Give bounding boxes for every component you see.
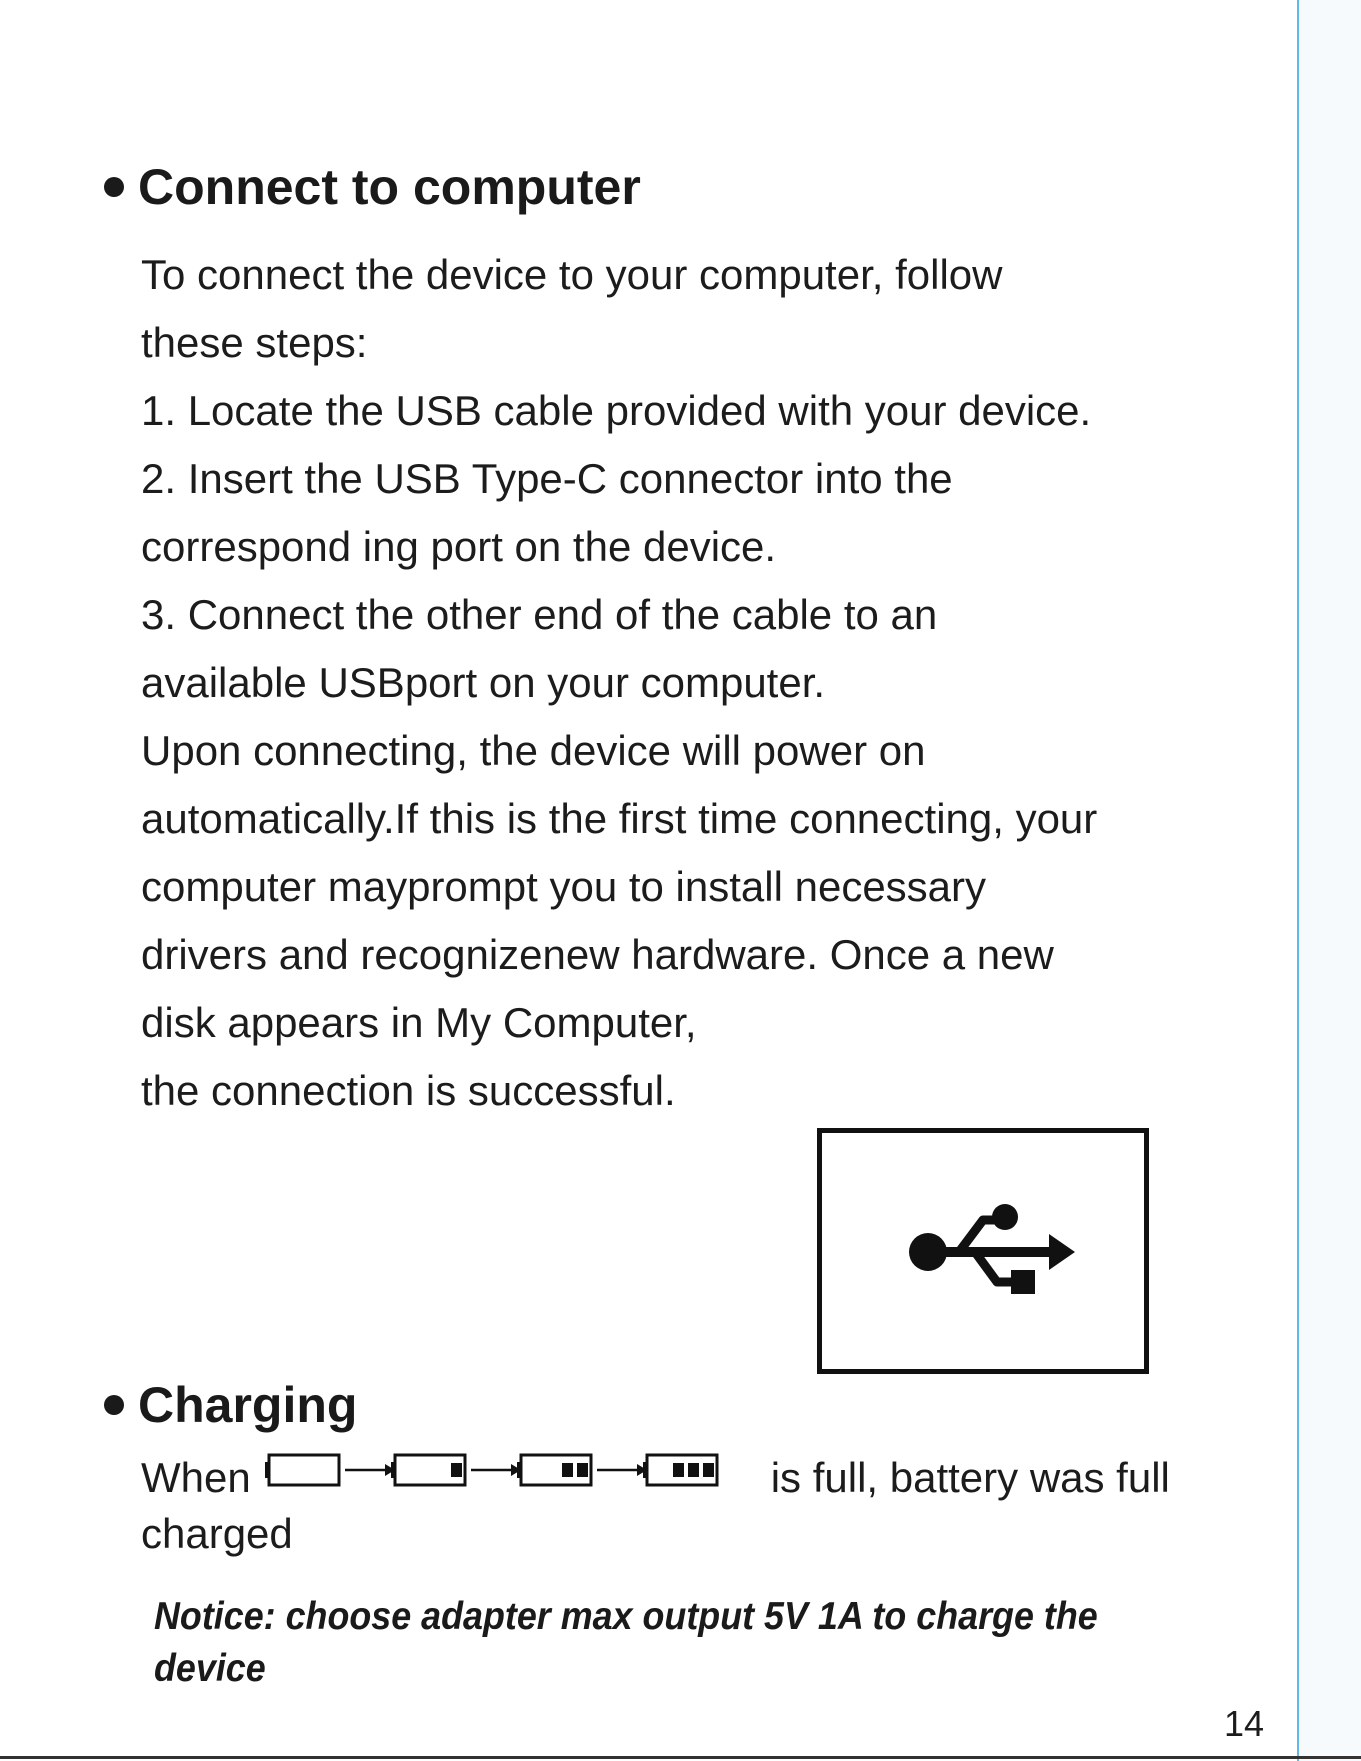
battery-icon [643, 1455, 717, 1485]
charging-text-after: is full, battery was full [770, 1454, 1170, 1501]
battery-bar [562, 1463, 573, 1477]
charging-text-line2: charged [141, 1510, 293, 1557]
connect-instructions [141, 241, 1281, 1125]
notice-line: device [154, 1647, 266, 1690]
battery-sequence [265, 1448, 745, 1506]
battery-bar [703, 1463, 714, 1477]
charging-text-before: When [141, 1454, 251, 1501]
step-3: 3. Connect the other end of the cable to an [141, 591, 938, 638]
heading-text: Connect to computer [138, 159, 641, 215]
charging-notice [154, 1591, 1120, 1695]
text-line: the connection is successful. [141, 1067, 676, 1114]
heading-charging [104, 1375, 357, 1435]
step-3-cont: available USBport on your computer. [141, 659, 826, 706]
battery-icon [265, 1455, 339, 1485]
battery-bar [688, 1463, 699, 1477]
heading-connect-to-computer [104, 157, 641, 217]
text-line: these steps: [141, 319, 368, 366]
text-line: Upon connecting, the device will power on [141, 727, 926, 774]
battery-bar [577, 1463, 588, 1477]
page-number: 14 [1224, 1703, 1265, 1744]
text-line: drivers and recognizenew hardware. Once a new [141, 931, 1054, 978]
battery-icon-sequence [265, 1448, 745, 1492]
page-bottom-border [0, 1756, 1361, 1759]
battery-bar [451, 1463, 462, 1477]
margin-line [1297, 0, 1299, 1761]
battery-icon [517, 1455, 591, 1485]
step-2: 2. Insert the USB Type-C connector into the [141, 455, 953, 502]
text-line: computer mayprompt you to install necessary [141, 863, 987, 910]
usb-icon-box [817, 1128, 1149, 1374]
battery-icon [391, 1455, 465, 1485]
page-margin [1297, 0, 1361, 1761]
notice-line: Notice: choose adapter max output 5V 1A to charge the [154, 1595, 1098, 1638]
step-1: 1. Locate the USB cable provided with your device. [141, 387, 1092, 434]
text-line: disk appears in My Computer, [141, 999, 697, 1046]
battery-bar [673, 1463, 684, 1477]
charging-text [141, 1450, 1170, 1510]
heading-text: Charging [138, 1377, 358, 1433]
bullet-icon [104, 177, 124, 197]
step-2-cont: correspond ing port on the device. [141, 523, 777, 570]
bullet-icon [104, 1395, 124, 1415]
text-line: automatically.If this is the first time connecting, your [141, 795, 1098, 842]
text-line: To connect the device to your computer, follow [141, 251, 1003, 298]
usb-icon [907, 1198, 1077, 1308]
